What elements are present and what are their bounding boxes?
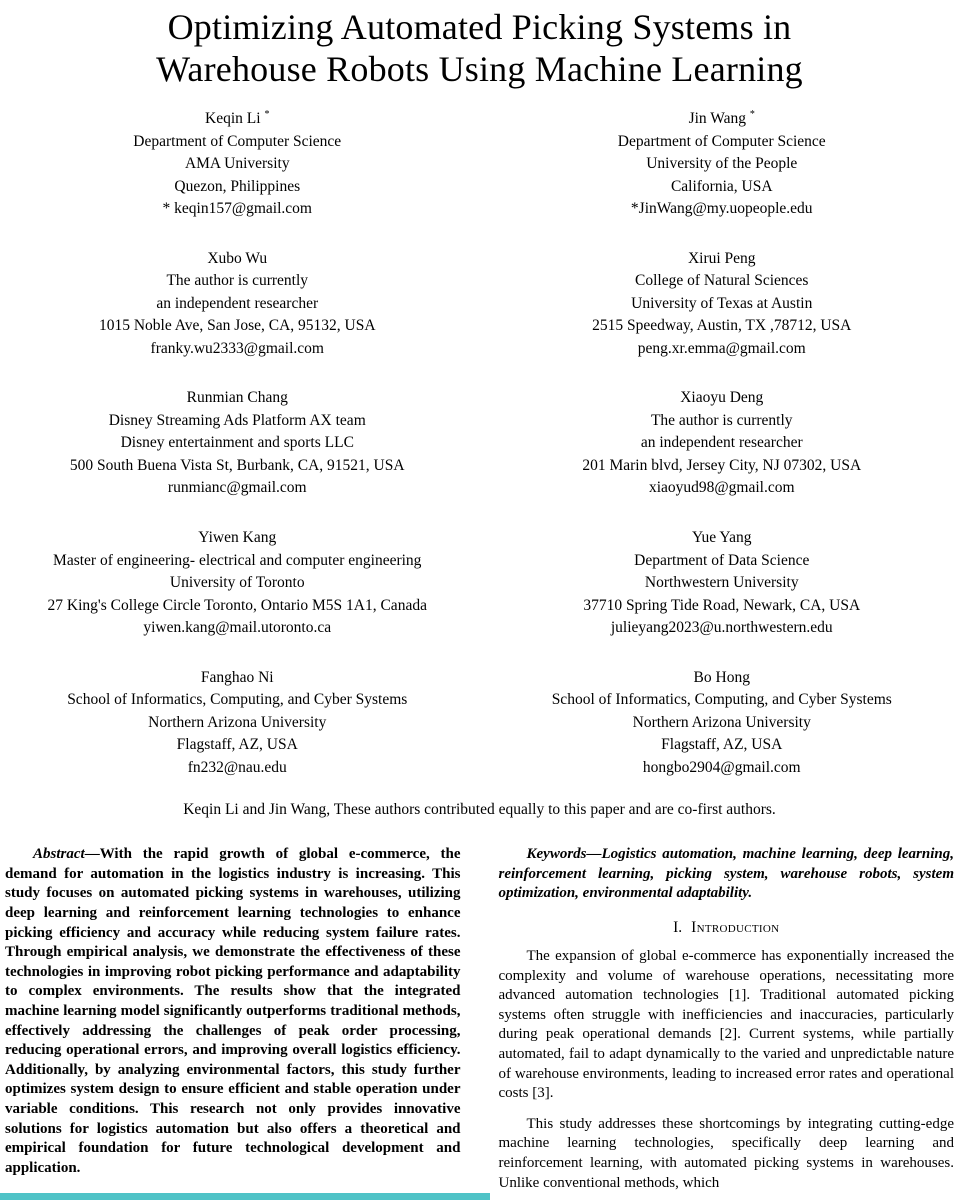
author-name (5, 523, 470, 550)
author-affiliation-line: 201 Marin blvd, Jersey City, NJ 07302, USA (582, 456, 862, 474)
author-name-text: Xirui Peng (687, 249, 756, 267)
author-name-text: Yiwen Kang (198, 529, 277, 547)
introduction-paragraph-2: This study addresses these shortcomings by integrating cutting-edge machine learning technologies, specifically deep learning and reinforcement learning, with automated picking systems in warehouses. Unlike conventional methods, which (498, 1115, 954, 1191)
author-affiliation-line: Master of engineering- electrical and computer engineering (53, 551, 422, 569)
author-name-text: Xiaoyu Deng (680, 389, 764, 407)
author-affiliation-line: College of Natural Sciences (635, 272, 809, 290)
author-email: *JinWang@my.uopeople.edu (630, 200, 813, 218)
author-affiliation-line: Department of Computer Science (133, 132, 342, 150)
author-email: hongbo2904@gmail.com (642, 758, 801, 776)
author-name-text: Bo Hong (693, 668, 750, 686)
author-block-bo-hong (490, 663, 955, 780)
author-affiliation-line: Department of Data Science (634, 551, 810, 569)
section-title: Introduction (691, 919, 780, 936)
author-email: julieyang2023@u.northwestern.edu (610, 619, 833, 637)
author-affiliation-line: The author is currently (650, 411, 793, 429)
keywords-label: Keywords (526, 846, 587, 863)
author-name (490, 523, 955, 550)
author-affiliation-line: School of Informatics, Computing, and Cyber Systems (551, 691, 892, 709)
author-name (5, 663, 470, 690)
author-block-runmian-chang (5, 383, 470, 500)
author-email: yiwen.kang@mail.utoronto.ca (143, 619, 332, 637)
author-name (490, 663, 955, 690)
author-affiliation-line: Flagstaff, AZ, USA (176, 736, 298, 754)
author-email: franky.wu2333@gmail.com (150, 339, 324, 357)
keywords-text: —Logistics automation, machine learning, deep learning, reinforcement learning, picking system, warehouse robots, system optimization, environmental adaptability. (498, 846, 954, 902)
author-affiliation-line: Northwestern University (644, 574, 799, 592)
bottom-teal-bar (0, 1193, 490, 1200)
author-email: peng.xr.emma@gmail.com (637, 339, 806, 357)
author-email: runmianc@gmail.com (167, 479, 307, 497)
author-affiliation-line: 1015 Noble Ave, San Jose, CA, 95132, USA (98, 317, 376, 335)
section-number: I. (673, 919, 683, 936)
author-affiliation-line: University of Texas at Austin (631, 294, 813, 312)
paper-title-line2: Warehouse Robots Using Machine Learning (156, 49, 803, 90)
author-affiliation-line: 2515 Speedway, Austin, TX ,78712, USA (592, 317, 852, 335)
body-columns (5, 845, 954, 1204)
author-affiliation-line: 27 King's College Circle Toronto, Ontario M5S 1A1, Canada (47, 596, 427, 614)
author-name-text: Xubo Wu (207, 249, 268, 267)
author-affiliation-line: 37710 Spring Tide Road, Newark, CA, USA (583, 596, 861, 614)
author-email: xiaoyud98@gmail.com (648, 479, 795, 497)
author-name (490, 104, 955, 131)
author-block-xiaoyu-deng (490, 383, 955, 500)
co-first-authors-note: Keqin Li and Jin Wang, These authors contributed equally to this paper and are co-first authors. (183, 801, 776, 819)
author-affiliation-line: California, USA (670, 177, 773, 195)
author-affiliation-line: Northern Arizona University (148, 713, 327, 731)
author-affiliation-line: Quezon, Philippines (174, 177, 301, 195)
author-affiliation-line: Disney entertainment and sports LLC (120, 434, 354, 452)
introduction-paragraph-1: The expansion of global e-commerce has exponentially increased the complexity and volume of warehouse operations, necessitating more advanced automation technologies [1]. Traditional automated picking systems often struggle with inefficiencies and inaccuracies, particularly during peak operational demands [2]. Current systems, while partially automated, fail to adapt dynamically to the varied and unpredictable nature of warehouse environments, leading to increased error rates and operational costs [3]. (498, 948, 954, 1102)
author-block-keqin-li (5, 104, 470, 221)
author-affiliation-line: Northern Arizona University (632, 713, 811, 731)
author-email: * keqin157@gmail.com (162, 200, 312, 218)
section-heading-introduction (499, 919, 955, 937)
author-block-jin-wang (490, 104, 955, 221)
author-mark: * (264, 108, 270, 120)
author-block-xirui-peng (490, 244, 955, 361)
author-affiliation-line: AMA University (184, 155, 290, 173)
author-name-text: Runmian Chang (186, 389, 288, 407)
author-name (5, 383, 470, 410)
author-affiliation-line: Disney Streaming Ads Platform AX team (108, 411, 366, 429)
author-name-text: Fanghao Ni (200, 668, 274, 686)
abstract-label: Abstract (33, 846, 85, 863)
author-affiliation-line: Department of Computer Science (617, 132, 826, 150)
keywords-paragraph (499, 845, 955, 904)
paper-title (5, 6, 954, 91)
author-affiliation-line: School of Informatics, Computing, and Cyber Systems (67, 691, 408, 709)
author-block-fanghao-ni (5, 663, 470, 780)
author-name (5, 104, 470, 131)
authors-grid (5, 104, 954, 779)
author-affiliation-line: an independent researcher (156, 294, 319, 312)
author-affiliation-line: University of Toronto (169, 574, 305, 592)
right-column (499, 845, 955, 1204)
author-affiliation-line: Flagstaff, AZ, USA (661, 736, 783, 754)
author-mark: * (749, 108, 755, 120)
paper-title-line1: Optimizing Automated Picking Systems in (167, 7, 792, 47)
author-name (490, 244, 955, 271)
author-name-text: Yue Yang (692, 529, 752, 547)
author-affiliation-line: The author is currently (166, 272, 309, 290)
author-name-text: Jin Wang (688, 110, 747, 128)
author-affiliation-line: University of the People (646, 155, 798, 173)
author-block-xubo-wu (5, 244, 470, 361)
author-name (490, 383, 955, 410)
author-affiliation-line: an independent researcher (640, 434, 803, 452)
left-column (5, 845, 461, 1204)
author-block-yue-yang (490, 523, 955, 640)
author-name-text: Keqin Li (205, 110, 261, 128)
abstract-text: —With the rapid growth of global e-commerce, the demand for automation in the logistics industry is increasing. This study focuses on automated picking systems in warehouses, utilizing deep learning and reinforcement learning technologies to enhance picking efficiency and accuracy while reducing system failure rates. Through empirical analysis, we demonstrate the effectiveness of these technologies in improving robot picking performance and adaptability to complex environments. The results show that the integrated machine learning model significantly outperforms traditional methods, effectively addressing the challenges of peak order processing, reducing operational errors, and improving overall logistics efficiency. Additionally, by analyzing environmental factors, this study further optimizes system design to ensure efficient and stable operation under variable conditions. This research not only provides innovative solutions for logistics automation but also offers a theoretical and empirical foundation for future technological development and application. (5, 846, 461, 1176)
author-affiliation-line: 500 South Buena Vista St, Burbank, CA, 91521, USA (69, 456, 405, 474)
author-name (5, 244, 470, 271)
author-block-yiwen-kang (5, 523, 470, 640)
abstract-paragraph (5, 845, 461, 1178)
author-email: fn232@nau.edu (187, 758, 287, 776)
